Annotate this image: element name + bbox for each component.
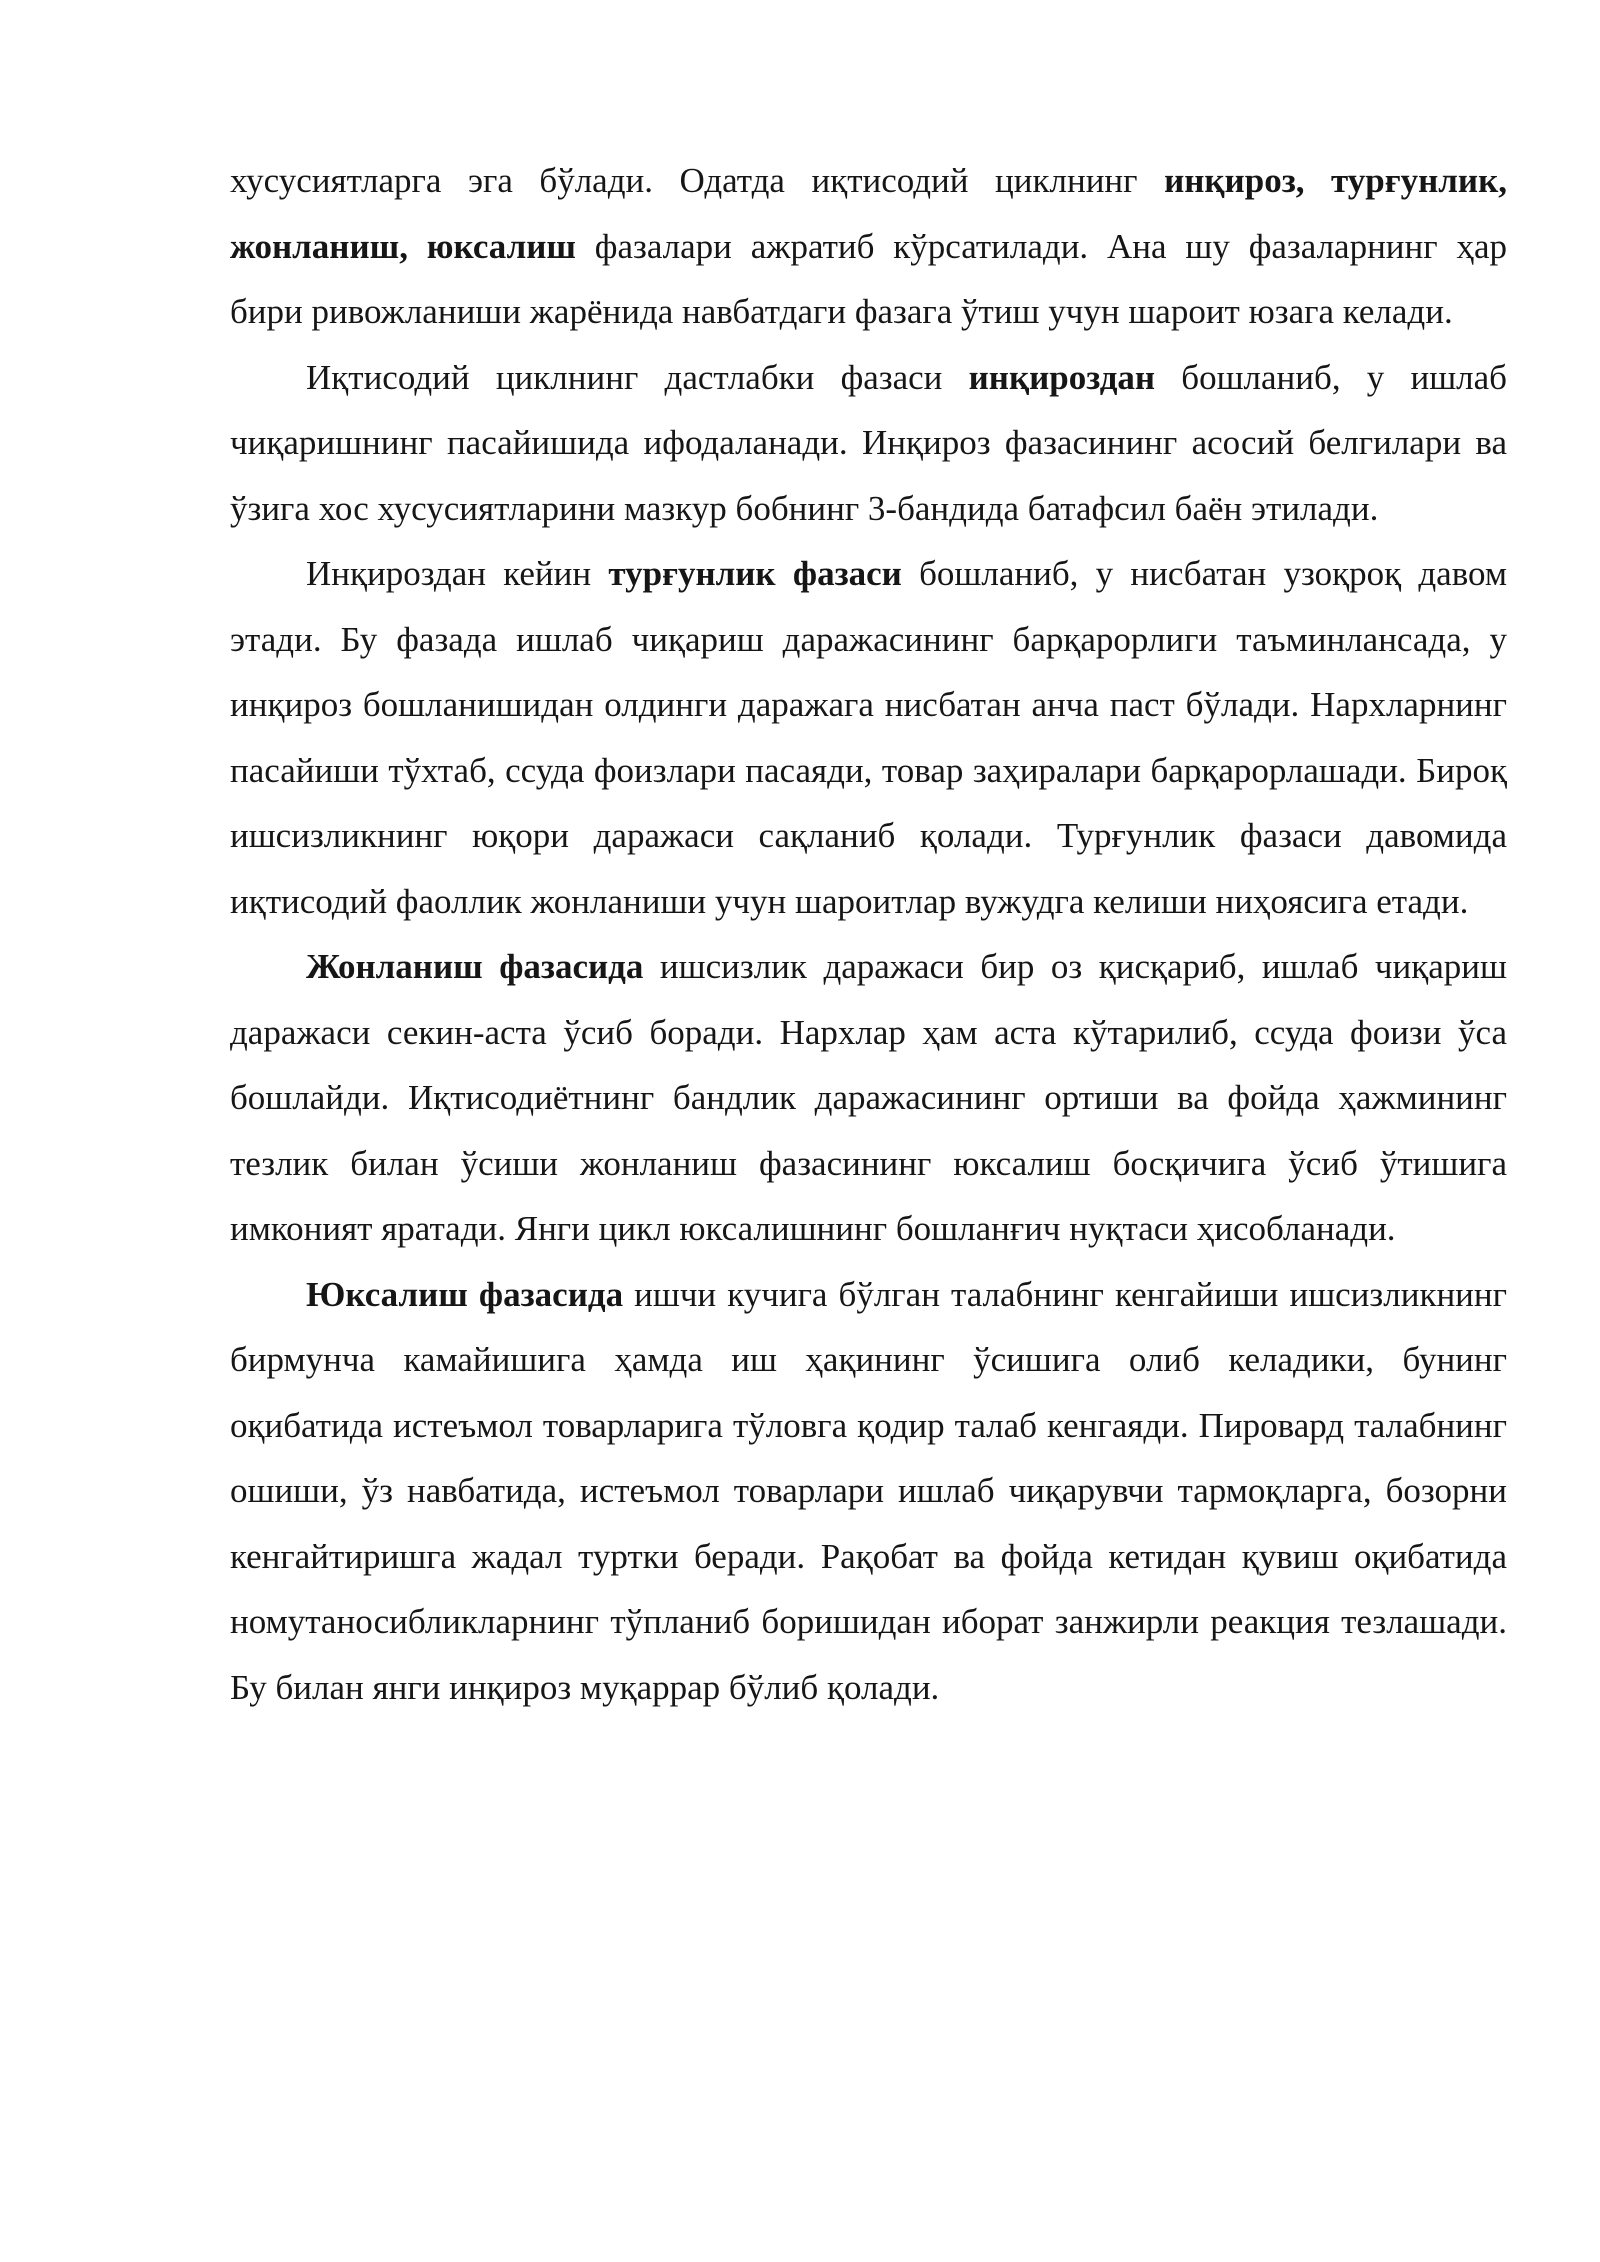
bold-text-run: Юксалиш фазасида xyxy=(306,1274,624,1314)
paragraph-3 xyxy=(230,541,1507,934)
text-run: фазалари ажратиб кўрсатилади. Ана шу фазаларнинг ҳар бири ривожланиши жарёнида навбатдаги фазага ўтиш учун шароит юзага келади. xyxy=(230,226,1508,331)
text-run: Инқироздан кейин xyxy=(306,554,609,593)
text-run: Иқтисодий циклнинг дастлабки фазаси xyxy=(306,357,969,397)
bold-text-run: турғунлик фазаси xyxy=(608,554,902,593)
text-run: хусусиятларга эга бўлади. Одатда иқтисодий циклнинг xyxy=(230,161,1165,200)
bold-text-run: инқироздан xyxy=(968,357,1156,397)
paragraph-2 xyxy=(230,345,1507,542)
text-run: ишчи кучига бўлган талабнинг кенгайиши ишсизликнинг бирмунча камайишига ҳамда иш ҳақининг ўсишига олиб келадики, бунинг оқибатида истеъмол товарларига тўловга қодир талаб кенгаяди. Пировард талабнинг ошиши, ўз навбатида, истеъмол товарлари ишлаб чиқарувчи тармоқларга, бозорни кенгайтиришга жадал туртки беради. Рақобат ва фойда кетидан қувиш оқибатида номутаносибликларнинг тўпланиб боришидан иборат занжирли реакция тезлашади. Бу билан янги инқироз муқаррар бўлиб қолади. xyxy=(230,1274,1507,1707)
paragraph-1 xyxy=(230,148,1507,345)
document-body xyxy=(230,148,1507,1720)
paragraph-4 xyxy=(230,934,1507,1262)
text-run: бошланиб, у нисбатан узоқроқ давом этади. Бу фазада ишлаб чиқариш даражасининг барқарорлиги таъминлансада, у инқироз бошланишидан олдинги даражага нисбатан анча паст бўлади. Нархларнинг пасайиши тўхтаб, ссуда фоизлари пасаяди, товар заҳиралари барқарорлашади. Бироқ ишсизликнинг юқори даражаси сақланиб қолади. Турғунлик фазаси давомида иқтисодий фаоллик жонланиши учун шароитлар вужудга келиши ниҳоясига етади. xyxy=(230,554,1507,921)
text-run: ишсизлик даражаси бир оз қисқариб, ишлаб чиқариш даражаси секин-аста ўсиб боради. Нархлар ҳам аста кўтарилиб, ссуда фоизи ўса бошлайди. Иқтисодиётнинг бандлик даражасининг ортиши ва фойда ҳажмининг тезлик билан ўсиши жонланиш фазасининг юксалиш босқичига ўсиб ўтишига имконият яратади. Янги цикл юксалишнинг бошланғич нуқтаси ҳисобланади. xyxy=(230,947,1507,1248)
paragraph-5 xyxy=(230,1262,1507,1721)
bold-text-run: Жонланиш фазасида xyxy=(306,947,644,986)
text-run: бошланиб, у ишлаб чиқаришнинг пасайишида ифодаланади. Инқироз фазасининг асосий белгилари ва ўзига хос хусусиятларини мазкур бобнинг 3-бандида батафсил баён этилади. xyxy=(230,357,1507,528)
bold-text-run: инқироз, турғунлик, жонланиш, юксалиш xyxy=(230,161,1508,266)
